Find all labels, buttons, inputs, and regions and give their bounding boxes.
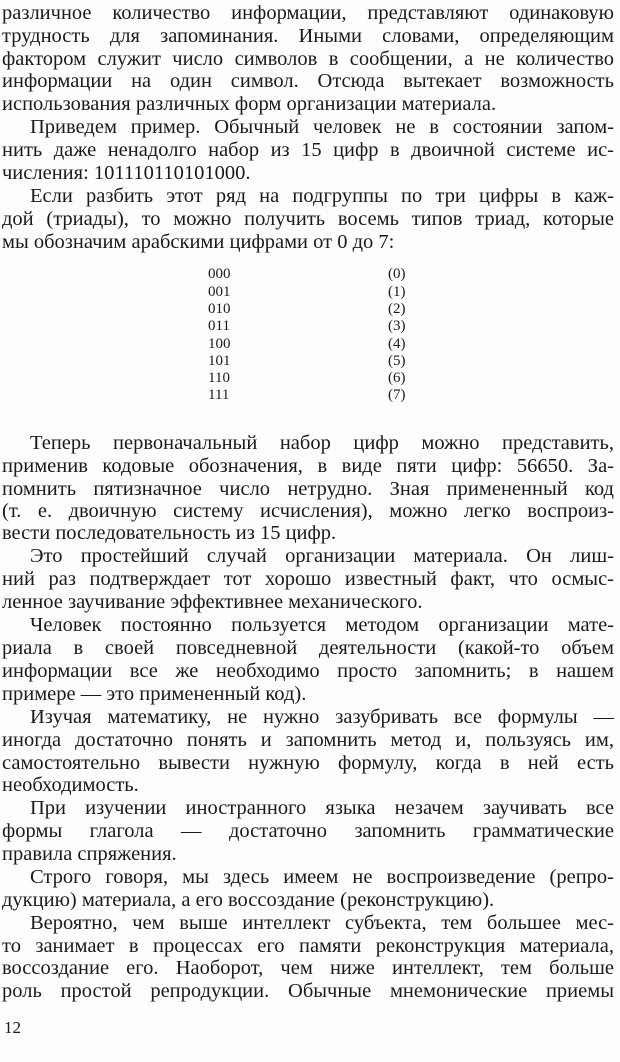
triad-code: 111 — [208, 387, 230, 403]
text-line: различное количество информации, представляют одинаковую — [2, 2, 614, 24]
text-line: то занимает в процессах его памяти реконструкция материала, — [2, 935, 614, 957]
text-line: ленное заучивание эффективнее механического. — [2, 591, 423, 613]
text-line: иногда достаточно понять и запомнить метод и, пользуясь им, — [2, 729, 614, 751]
text-line: дой (триады), то можно получить восемь типов триад, которые — [2, 208, 614, 230]
triad-code: 010 — [208, 301, 231, 317]
text-line: трудность для запоминания. Иными словами, определяющим — [2, 25, 614, 47]
text-line: использования различных форм организации материала. — [2, 93, 497, 115]
triad-value: (1) — [388, 284, 406, 300]
triad-code: 110 — [208, 370, 230, 386]
text-line: примере — это примененный код). — [2, 683, 307, 705]
text-line: Это простейший случай организации материала. Он лиш- — [30, 545, 614, 567]
text-line: необходимость. — [2, 774, 139, 796]
text-line: Изучая математику, не нужно зазубривать все формулы — — [30, 706, 614, 728]
text-line: информации на один символ. Отсюда вытекает возможность — [2, 70, 614, 92]
text-line: Человек постоянно пользуется методом организации мате- — [30, 614, 614, 636]
text-line: формы глагола — достаточно запомнить грамматические — [2, 820, 614, 842]
text-line: дукцию) материала, а его воссоздание (реконструкцию). — [2, 889, 495, 911]
text-line: фактором служит число символов в сообщении, а не количество — [2, 48, 614, 70]
text-line: Если разбить этот ряд на подгруппы по три цифры в каж- — [30, 185, 614, 207]
triad-value: (4) — [388, 336, 406, 352]
text-line: правила спряжения. — [2, 843, 177, 865]
text-line: ний раз подтверждает тот хорошо известный факт, что осмыс- — [2, 568, 614, 590]
triad-value: (7) — [388, 387, 406, 403]
triad-value: (0) — [388, 266, 406, 282]
text-line: информации все же необходимо просто запомнить; в нашем — [2, 660, 614, 682]
triad-value: (6) — [388, 370, 406, 386]
triad-value: (3) — [388, 318, 406, 334]
text-line: применив кодовые обозначения, в виде пяти цифр: 56650. За- — [2, 455, 614, 477]
triad-code: 101 — [208, 353, 231, 369]
triad-value: (2) — [388, 301, 406, 317]
triad-code: 001 — [208, 284, 231, 300]
text-line: Приведем пример. Обычный человек не в состоянии запом- — [30, 116, 614, 138]
text-line: риала в своей повседневной деятельности (какой-то объем — [2, 637, 614, 659]
triad-code: 100 — [208, 336, 231, 352]
triad-value: (5) — [388, 353, 406, 369]
text-line: самостоятельно вывести нужную формулу, когда в ней есть — [2, 752, 614, 774]
page-number: 12 — [4, 1018, 21, 1037]
text-line: числения: 101110110101000. — [2, 162, 251, 184]
text-line: При изучении иностранного языка незачем заучивать все — [30, 797, 614, 819]
text-line: Теперь первоначальный набор цифр можно представить, — [30, 432, 614, 454]
text-line: воссоздание его. Наоборот, чем ниже интеллект, тем больше — [2, 957, 614, 979]
text-line: Строго говоря, мы здесь имеем не воспроизведение (репро- — [30, 866, 614, 888]
text-line: роль простой репродукции. Обычные мнемонические приемы — [2, 980, 614, 1002]
text-line: нить даже ненадолго набор из 15 цифр в двоичной системе ис- — [2, 139, 614, 161]
text-line: вести последовательность из 15 цифр. — [2, 522, 337, 544]
text-line: Вероятно, чем выше интеллект субъекта, тем большее мес- — [30, 912, 614, 934]
triad-code: 011 — [208, 318, 230, 334]
text-line: мы обозначим арабскими цифрами от 0 до 7: — [2, 231, 395, 253]
text-line: (т. е. двоичную систему исчисления), можно легко воспроиз- — [2, 500, 614, 522]
triad-code: 000 — [208, 266, 231, 282]
text-line: помнить пятизначное число нетрудно. Зная примененный код — [2, 478, 614, 500]
